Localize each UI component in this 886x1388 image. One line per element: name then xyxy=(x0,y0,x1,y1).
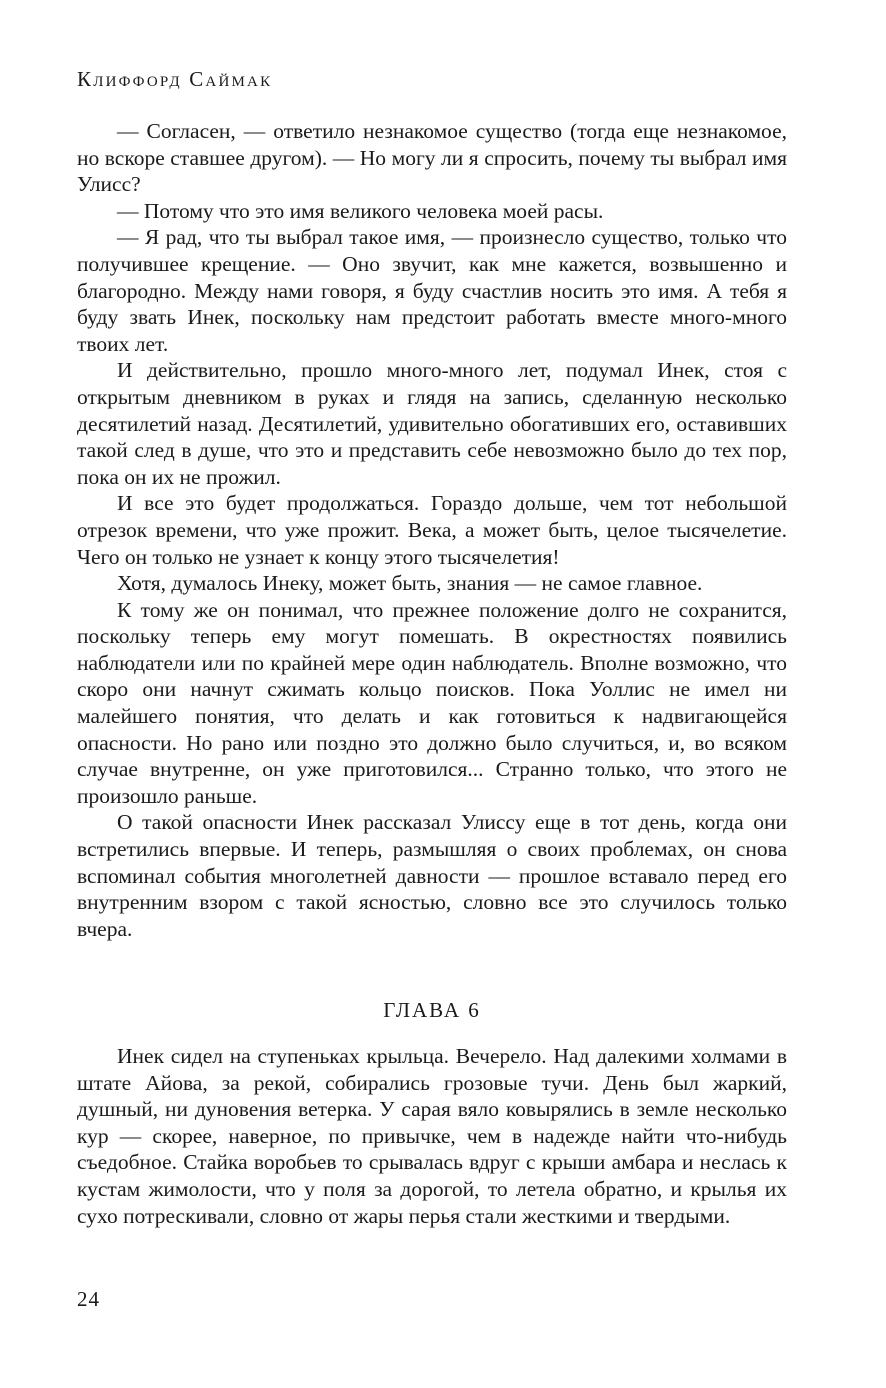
paragraph: О такой опасности Инек рассказал Улиссу еще в тот день, когда они встретились впервые. И теперь, размышляя о своих проблемах, он снова вспоминал события многолетней давности — прошлое вставало перед его внутренним взором с такой ясностью, словно все это случилось только вчера. xyxy=(77,810,787,941)
paragraph: Инек сидел на ступеньках крыльца. Вечерело. Над далекими холмами в штате Айова, за рекой, собирались грозовые тучи. День был жаркий, душный, ни дуновения ветерка. У сарая вяло ковырялись в земле несколько кур — скорее, наверное, по привычке, чем в надежде найти что-нибудь съедобное. Стайка воробьев то срывалась вдруг с крыши амбара и неслась к кустам жимолости, что у поля за дорогой, то летела обратно, и крылья их сухо потрескивали, словно от жары перья стали жесткими и твердыми. xyxy=(77,1044,787,1228)
text-block-1 xyxy=(77,118,787,942)
paragraph: — Я рад, что ты выбрал такое имя, — произнесло существо, только что получившее крещение. — Оно звучит, как мне кажется, возвышенно и благородно. Между нами говоря, я буду счастлив носить это имя. А тебя я буду звать Инек, поскольку нам предстоит работать вместе много-много твоих лет. xyxy=(77,225,787,356)
paragraph: И все это будет продолжаться. Гораздо дольше, чем тот небольшой отрезок времени, что уже прожит. Века, а может быть, целое тысячелетие. Чего он только не узнает к концу этого тысячелетия! xyxy=(77,491,787,569)
paragraph: К тому же он понимал, что прежнее положение долго не сохранится, поскольку теперь ему могут помешать. В окрестностях появились наблюдатели или по крайней мере один наблюдатель. Вполне возможно, что скоро они начнут сжимать кольцо поисков. Пока Уоллис не имел ни малейшего понятия, что делать и как готовиться к надвигающейся опасности. Но рано или поздно это должно было случиться, и, во всяком случае внутренне, он уже приготовился... Странно только, что этого не произошло раньше. xyxy=(77,597,787,808)
paragraph: И действительно, прошло много-много лет, подумал Инек, стоя с открытым дневником в руках и глядя на запись, сделанную несколько десятилетий назад. Десятилетий, удивительно обогативших его, оставивших такой след в душе, что это и представить себе невозможно было до тех пор, пока он их не прожил. xyxy=(77,358,787,489)
book-page xyxy=(77,0,787,1388)
chapter-heading: ГЛАВА 6 xyxy=(383,998,481,1022)
text-block-2 xyxy=(77,1043,787,1229)
page-number: 24 xyxy=(77,1287,100,1311)
paragraph: Хотя, думалось Инеку, может быть, знания — не самое главное. xyxy=(117,571,703,596)
paragraph: — Потому что это имя великого человека моей расы. xyxy=(117,198,604,223)
paragraph: — Согласен, — ответило незнакомое существо (тогда еще незнакомое, но вскоре ставшее другом). — Но могу ли я спросить, почему ты выбрал имя Улисс? xyxy=(77,119,787,197)
running-head-author: Клиффорд Саймак xyxy=(77,67,273,91)
